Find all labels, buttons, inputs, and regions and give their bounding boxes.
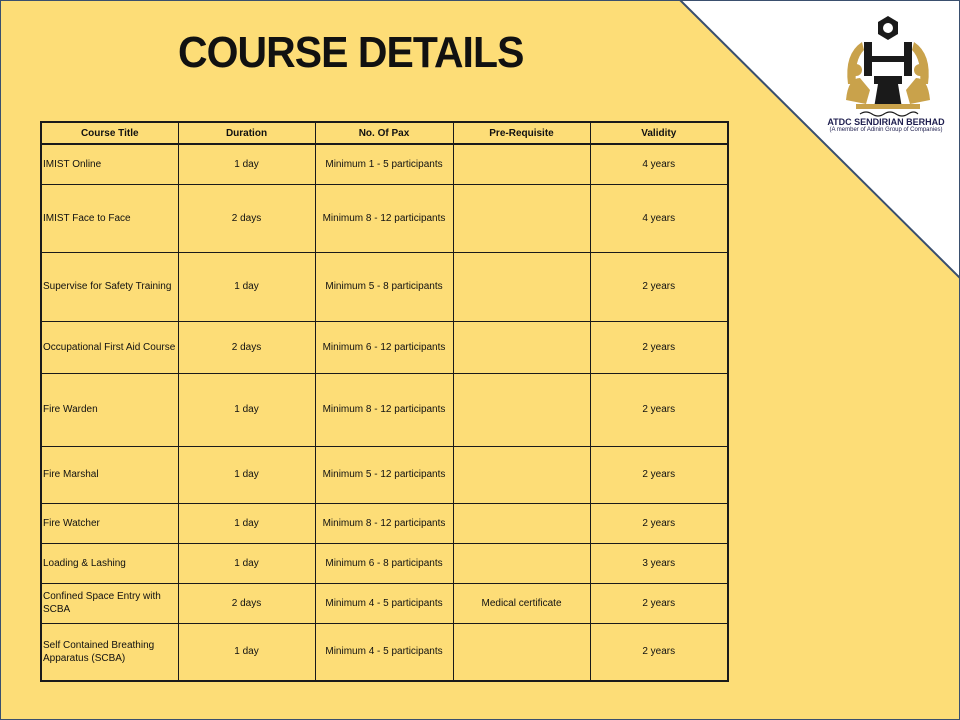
cell-duration: 2 days <box>178 583 315 623</box>
cell-duration: 1 day <box>178 144 315 184</box>
cell-pre-requisite <box>453 144 590 184</box>
table-row <box>41 583 728 623</box>
cell-course-title: Occupational First Aid Course <box>41 321 178 373</box>
cell-no-of-pax: Minimum 8 - 12 participants <box>315 503 453 543</box>
cell-duration: 1 day <box>178 373 315 446</box>
table-row <box>41 144 728 184</box>
column-header-no-of-pax: No. Of Pax <box>315 122 453 144</box>
cell-no-of-pax: Minimum 4 - 5 participants <box>315 623 453 681</box>
company-name: ATDC SENDIRIAN BERHAD <box>827 117 945 127</box>
cell-no-of-pax: Minimum 8 - 12 participants <box>315 184 453 252</box>
page-title: COURSE DETAILS <box>178 28 524 77</box>
cell-pre-requisite <box>453 373 590 446</box>
table-row <box>41 373 728 446</box>
column-header-pre-requisite: Pre-Requisite <box>453 122 590 144</box>
cell-validity: 4 years <box>590 144 728 184</box>
cell-duration: 1 day <box>178 503 315 543</box>
cell-course-title: Fire Marshal <box>41 446 178 503</box>
cell-course-title: IMIST Face to Face <box>41 184 178 252</box>
cell-pre-requisite <box>453 321 590 373</box>
table-row <box>41 623 728 681</box>
cell-validity: 2 years <box>590 373 728 446</box>
cell-duration: 1 day <box>178 543 315 583</box>
cell-pre-requisite <box>453 184 590 252</box>
column-header-duration: Duration <box>178 122 315 144</box>
cell-duration: 1 day <box>178 446 315 503</box>
cell-validity: 2 years <box>590 446 728 503</box>
column-header-validity: Validity <box>590 122 728 144</box>
table-row <box>41 503 728 543</box>
cell-course-title: Fire Warden <box>41 373 178 446</box>
cell-validity: 2 years <box>590 321 728 373</box>
cell-duration: 1 day <box>178 252 315 321</box>
cell-no-of-pax: Minimum 6 - 8 participants <box>315 543 453 583</box>
table-row <box>41 543 728 583</box>
column-header-course-title: Course Title <box>41 122 178 144</box>
cell-pre-requisite <box>453 543 590 583</box>
cell-duration: 1 day <box>178 623 315 681</box>
cell-course-title: Confined Space Entry with SCBA <box>41 583 178 623</box>
table-row <box>41 184 728 252</box>
course-details-table <box>40 121 729 682</box>
cell-pre-requisite <box>453 623 590 681</box>
cell-course-title: Fire Watcher <box>41 503 178 543</box>
cell-no-of-pax: Minimum 6 - 12 participants <box>315 321 453 373</box>
company-subtitle: (A member of Adinin Group of Companies) <box>829 127 943 133</box>
cell-validity: 2 years <box>590 583 728 623</box>
cell-validity: 2 years <box>590 252 728 321</box>
cell-duration: 2 days <box>178 184 315 252</box>
cell-validity: 3 years <box>590 543 728 583</box>
cell-validity: 2 years <box>590 503 728 543</box>
cell-no-of-pax: Minimum 8 - 12 participants <box>315 373 453 446</box>
cell-duration: 2 days <box>178 321 315 373</box>
cell-course-title: IMIST Online <box>41 144 178 184</box>
table-header-row <box>41 122 728 144</box>
cell-pre-requisite: Medical certificate <box>453 583 590 623</box>
table-row <box>41 446 728 503</box>
cell-pre-requisite <box>453 446 590 503</box>
cell-pre-requisite <box>453 252 590 321</box>
cell-pre-requisite <box>453 503 590 543</box>
cell-no-of-pax: Minimum 4 - 5 participants <box>315 583 453 623</box>
cell-validity: 2 years <box>590 623 728 681</box>
cell-course-title: Loading & Lashing <box>41 543 178 583</box>
cell-no-of-pax: Minimum 5 - 8 participants <box>315 252 453 321</box>
cell-course-title: Self Contained Breathing Apparatus (SCBA) <box>41 623 178 681</box>
table-row <box>41 321 728 373</box>
cell-no-of-pax: Minimum 5 - 12 participants <box>315 446 453 503</box>
table-row <box>41 252 728 321</box>
cell-validity: 4 years <box>590 184 728 252</box>
cell-no-of-pax: Minimum 1 - 5 participants <box>315 144 453 184</box>
cell-course-title: Supervise for Safety Training <box>41 252 178 321</box>
